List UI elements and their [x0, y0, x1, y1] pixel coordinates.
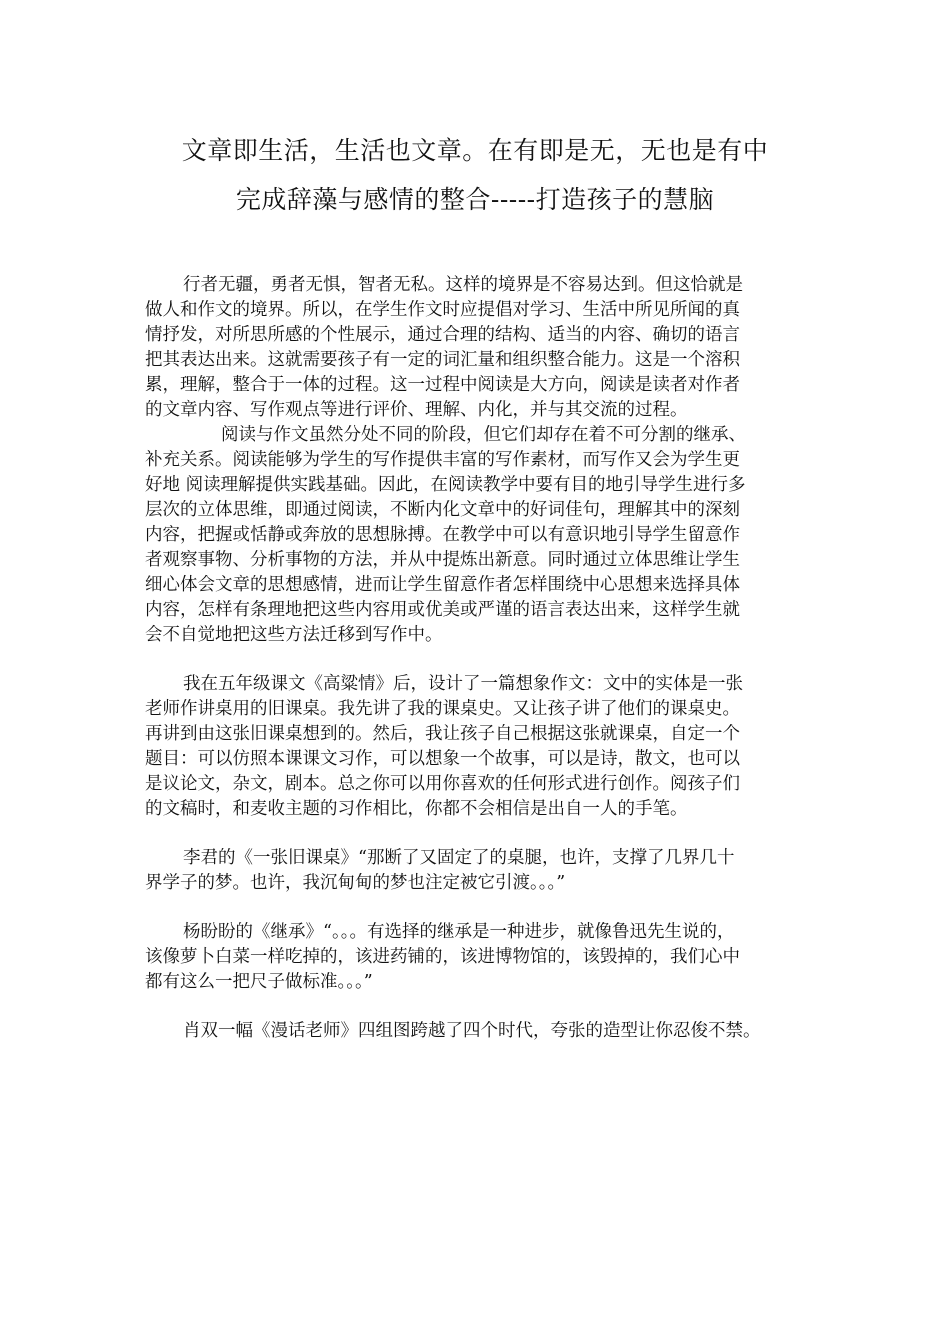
paragraph-line: 李君的《一张旧课桌》“那断了又固定了的桌腿，也许，支撑了几界几十	[183, 848, 735, 868]
paragraph-line: 者观察事物、分析事物的方法，并从中提炼出新意。同时通过立体思维让学生	[145, 550, 740, 570]
paragraph-5	[145, 920, 810, 995]
paragraph-line: 细心体会文章的思想感情，进而让学生留意作者怎样围绕中心思想来选择具体	[145, 575, 740, 595]
paragraph-line: 累，理解，整合于一体的过程。这一过程中阅读是大方向，阅读是读者对作者	[145, 375, 740, 395]
document-body	[145, 273, 810, 1044]
paragraph-spacer	[145, 896, 810, 920]
paragraph-line: 行者无疆，勇者无惧，智者无私。这样的境界是不容易达到。但这恰就是	[183, 275, 743, 295]
title-line-2: 完成辞藻与感情的整合-----打造孩子的慧脑	[235, 185, 715, 214]
paragraph-line: 我在五年级课文《高粱情》后，设计了一篇想象作文：文中的实体是一张	[183, 674, 743, 694]
paragraph-line: 好地 阅读理解提供实践基础。因此，在阅读教学中要有目的地引导学生进行多	[145, 475, 746, 495]
paragraph-line: 补充关系。阅读能够为学生的写作提供丰富的写作素材，而写作又会为学生更	[145, 450, 740, 470]
paragraph-line: 肖双一幅《漫话老师》四组图跨越了四个时代，夸张的造型让你忍俊不禁。	[183, 1021, 761, 1041]
paragraph-1	[145, 273, 810, 423]
paragraph-line: 杨盼盼的《继承》“。。。有选择的继承是一种进步，就像鲁迅先生说的，	[183, 922, 735, 942]
paragraph-line: 都有这么一把尺子做标准。。。”	[145, 972, 373, 992]
paragraph-line: 内容，把握或恬静或奔放的思想脉搏。在教学中可以有意识地引导学生留意作	[145, 525, 740, 545]
paragraph-2	[145, 423, 810, 648]
paragraph-line: 把其表达出来。这就需要孩子有一定的词汇量和组织整合能力。这是一个溶积	[145, 350, 740, 370]
paragraph-line: 层次的立体思维，即通过阅读，不断内化文章中的好词佳句，理解其中的深刻	[145, 500, 740, 520]
paragraph-line: 阅读与作文虽然分处不同的阶段，但它们却存在着不可分割的继承、	[221, 425, 746, 445]
paragraph-line: 是议论文，杂文，剧本。总之你可以用你喜欢的任何形式进行创作。阅孩子们	[145, 774, 740, 794]
paragraph-line: 界学子的梦。也许，我沉甸甸的梦也注定被它引渡。。。”	[145, 873, 566, 893]
paragraph-line: 再讲到由这张旧课桌想到的。然后，我让孩子自己根据这张就课桌，自定一个	[145, 724, 740, 744]
paragraph-spacer	[145, 822, 810, 846]
paragraph-4	[145, 846, 810, 896]
paragraph-3	[145, 672, 810, 822]
paragraph-line: 做人和作文的境界。所以，在学生作文时应提倡对学习、生活中所见所闻的真	[145, 300, 740, 320]
paragraph-line: 情抒发，对所思所感的个性展示，通过合理的结构、适当的内容、确切的语言	[145, 325, 740, 345]
paragraph-spacer	[145, 648, 810, 672]
paragraph-line: 的文稿时，和麦收主题的习作相比，你都不会相信是出自一人的手笔。	[145, 799, 688, 819]
paragraph-line: 题目：可以仿照本课课文习作，可以想象一个故事，可以是诗，散文，也可以	[145, 749, 740, 769]
paragraph-6	[145, 1019, 810, 1044]
title-line-1: 文章即生活，生活也文章。在有即是无，无也是有中	[181, 136, 769, 165]
paragraph-line: 的文章内容、写作观点等进行评价、理解、内化，并与其交流的过程。	[145, 400, 688, 420]
paragraph-line: 会不自觉地把这些方法迁移到写作中。	[145, 625, 443, 645]
paragraph-spacer	[145, 995, 810, 1019]
paragraph-line: 内容，怎样有条理地把这些内容用或优美或严谨的语言表达出来，这样学生就	[145, 600, 740, 620]
paragraph-line: 该像萝卜白菜一样吃掉的，该进药铺的，该进博物馆的，该毁掉的，我们心中	[145, 947, 740, 967]
paragraph-line: 老师作讲桌用的旧课桌。我先讲了我的课桌史。又让孩子讲了他们的课桌史。	[145, 699, 740, 719]
